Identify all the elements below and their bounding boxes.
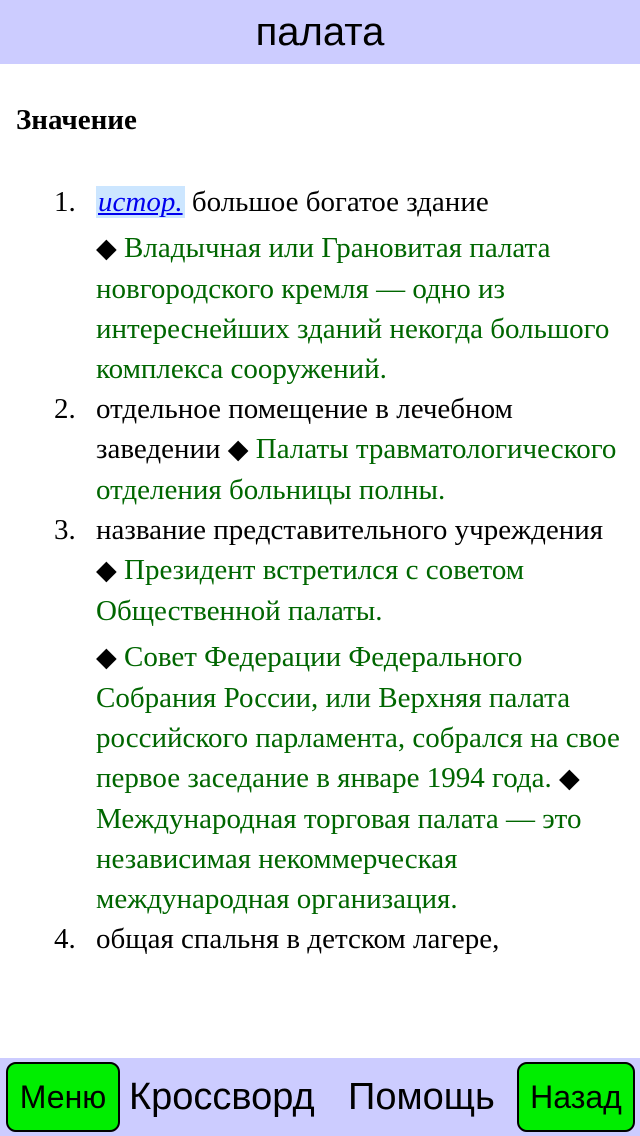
meaning-number: 2. [54,393,76,425]
list-item [0,389,640,510]
list-item [0,510,640,919]
crossword-button[interactable]: Кроссворд [129,1075,315,1118]
bottom-toolbar [0,1058,640,1136]
example-text: Президент встретился с советом Общественной палаты. [96,554,525,627]
list-item [0,182,640,389]
meaning-number: 3. [54,514,76,546]
section-heading: Значение [16,104,137,136]
usage-tag-link[interactable]: истор. [98,186,183,218]
definition-content[interactable] [0,64,640,1058]
example-text: Палаты травматологического отделения больницы полны. [96,433,617,506]
page-title: палата [255,10,385,54]
list-item [0,919,640,959]
help-button[interactable]: Помощь [348,1075,495,1118]
diamond-icon: ◆ [227,434,249,465]
example-text: Совет Федерации Федерального Собрания России, или Верхняя палата российского парламента, собрался на свое первое заседание в январе 1994 года. [96,641,620,794]
meaning-number: 1. [54,186,76,218]
title-bar [0,0,640,64]
meaning-number: 4. [54,923,76,955]
diamond-icon: ◆ [96,233,117,264]
menu-button[interactable]: Меню [6,1062,120,1132]
diamond-icon: ◆ [559,763,580,794]
example-text: Владычная или Грановитая палата новгородского кремля — одно из интереснейших зданий некогда большого комплекса сооружений. [96,232,610,385]
meaning-text: название представительного учреждения [96,514,604,546]
diamond-icon: ◆ [96,555,117,586]
meaning-text: большое богатое здание [184,186,489,218]
meaning-text: общая спальня в детском лагере, [96,923,500,955]
diamond-icon: ◆ [96,642,117,673]
meaning-text: отдельное помещение в лечебном заведении [96,393,513,465]
example-text: Международная торговая палата — это независимая некоммерческая международная организация. [96,803,582,915]
meanings-list [0,182,640,959]
back-button[interactable]: Назад [517,1062,635,1132]
